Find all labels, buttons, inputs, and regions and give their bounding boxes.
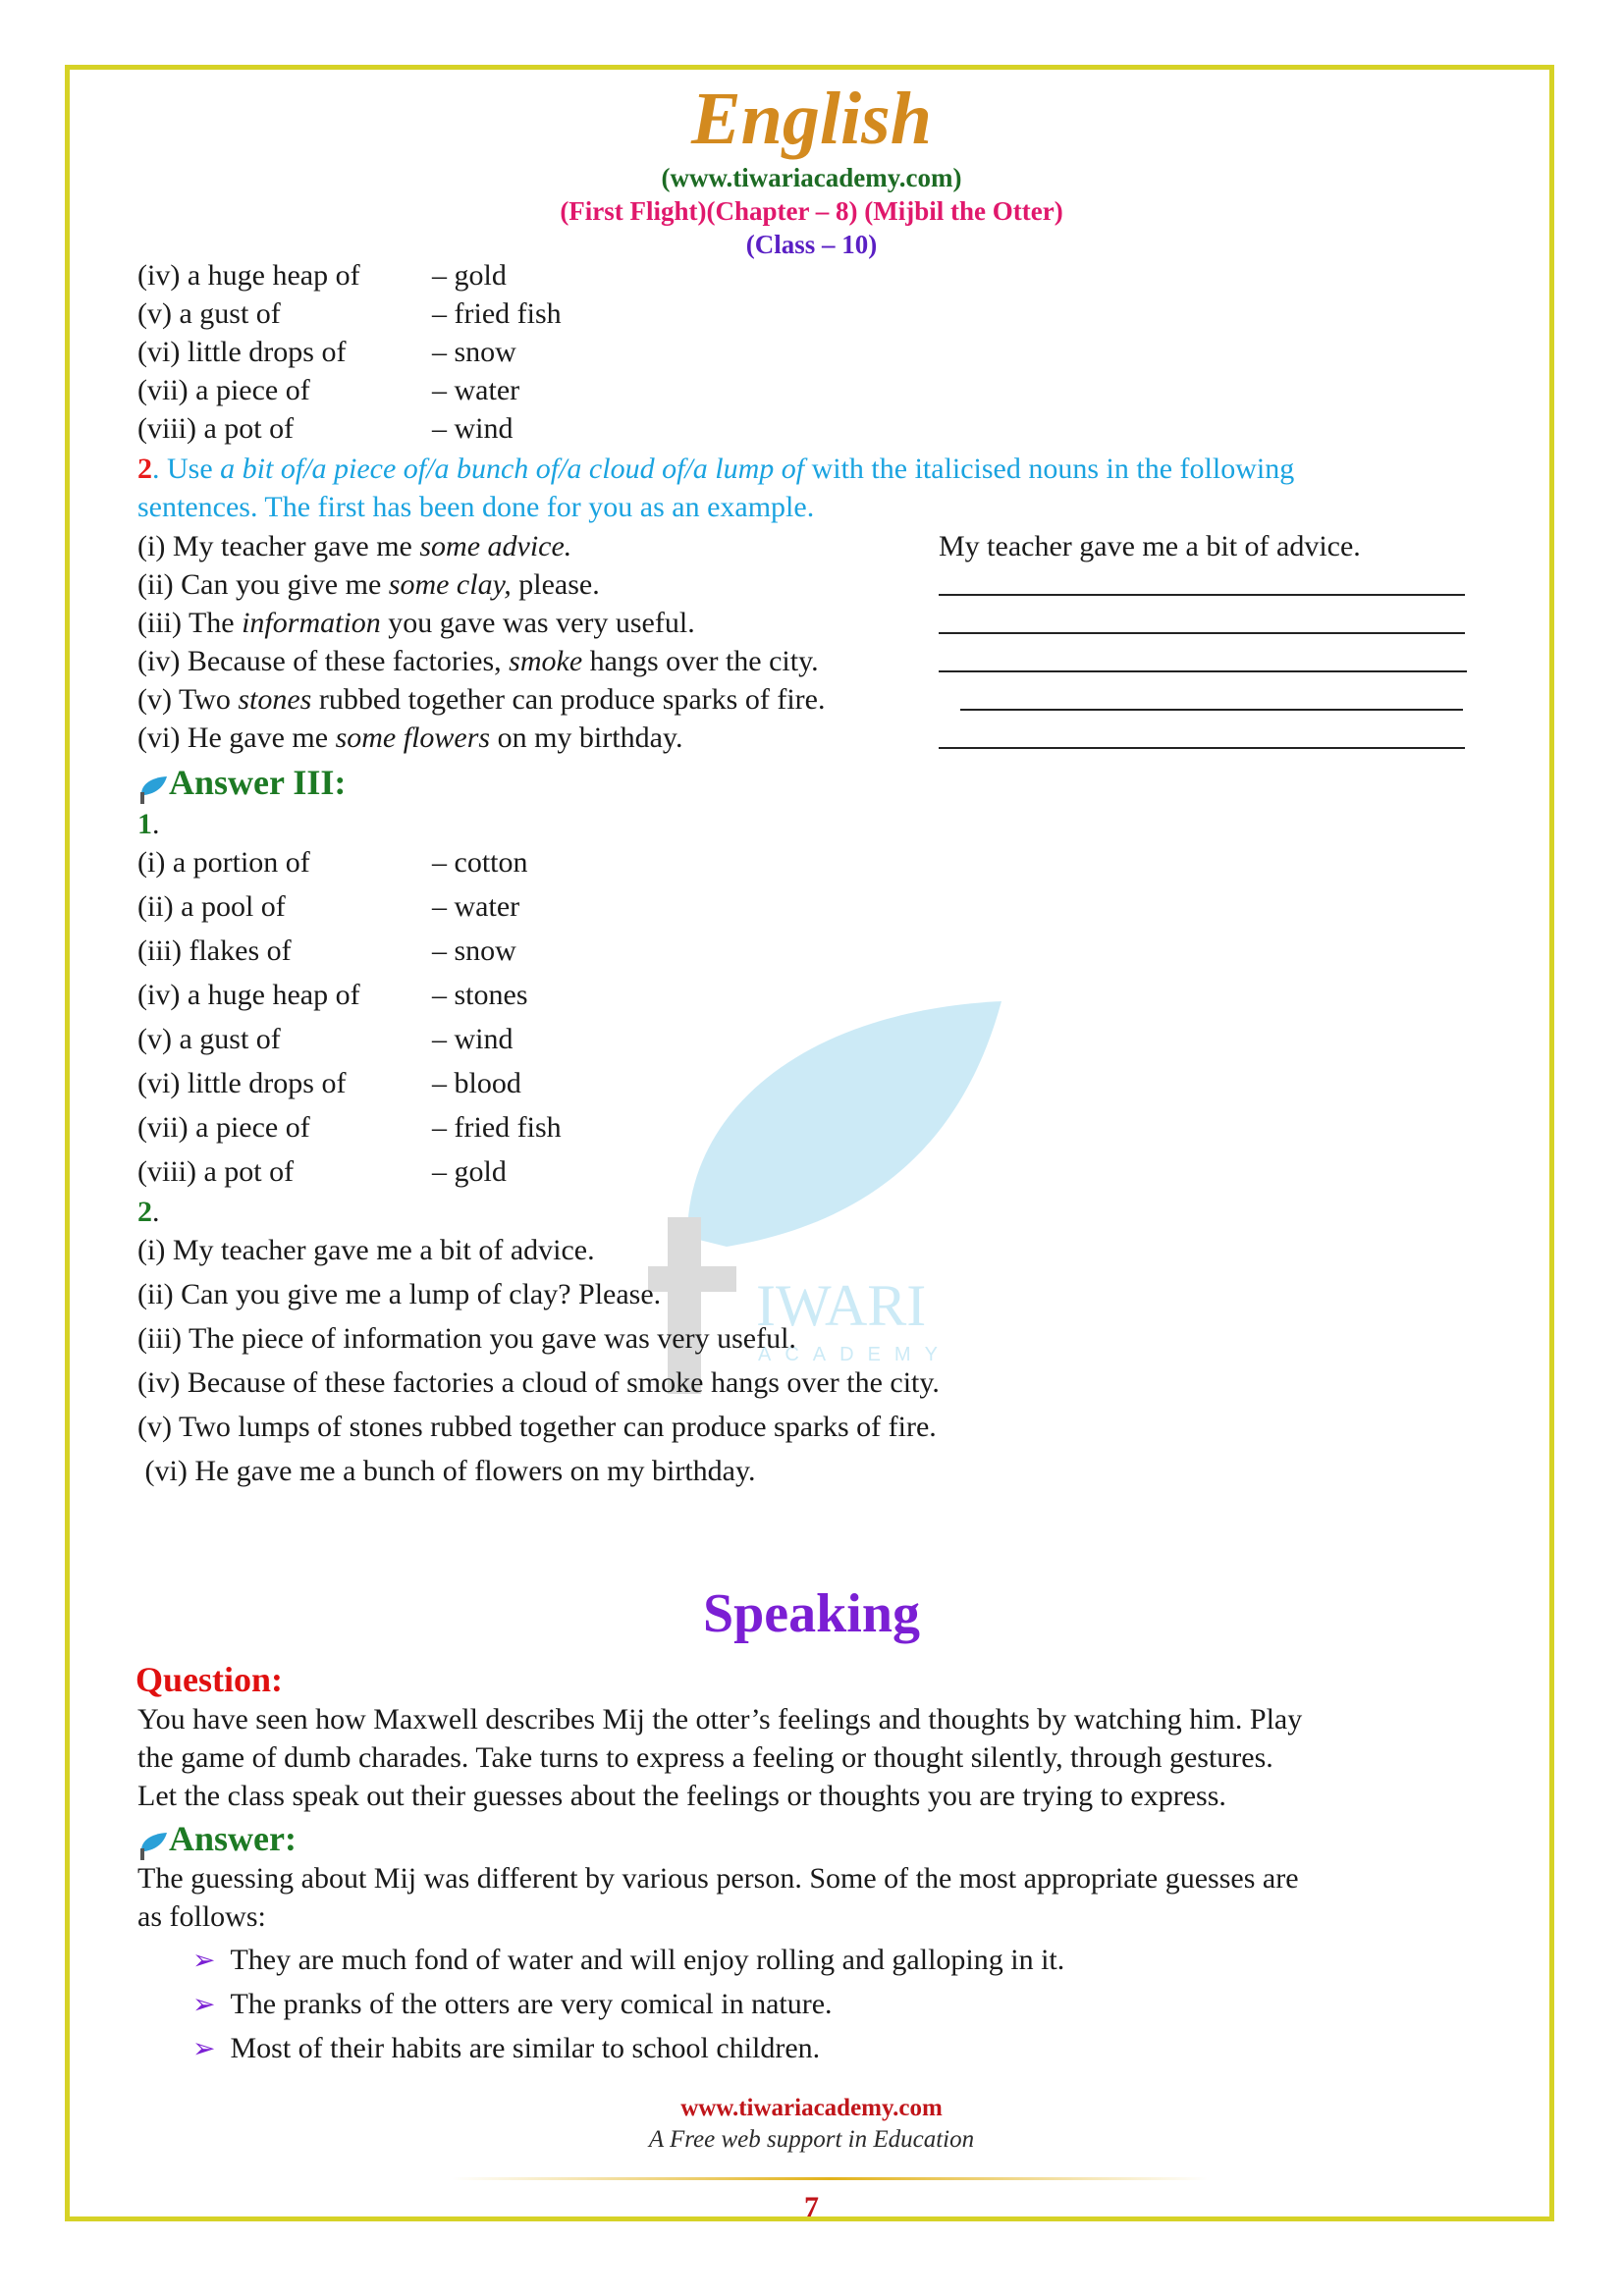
q2-item: (ii) Can you give me some clay, please. xyxy=(137,568,600,601)
footer-tagline: A Free web support in Education xyxy=(648,2126,975,2153)
pair-left: (iii) flakes of xyxy=(137,934,292,967)
pair-left: (vii) a piece of xyxy=(137,374,310,406)
pair-right: – snow xyxy=(432,336,516,368)
pair-right: – blood xyxy=(432,1067,521,1099)
pair-left: (v) a gust of xyxy=(137,297,281,330)
arrow-bullet-icon: ➢ xyxy=(192,1990,216,2020)
speaking-question-line: the game of dumb charades. Take turns to express a feeling or thought silently, through gestures. xyxy=(137,1741,1273,1774)
header-class: (Class – 10) xyxy=(745,230,878,259)
footer-divider xyxy=(452,2177,1208,2180)
pair-right: – stones xyxy=(432,979,528,1011)
pair-left: (viii) a pot of xyxy=(137,1155,295,1188)
speaking-question-line: You have seen how Maxwell describes Mij the otter’s feelings and thoughts by watching him. Play xyxy=(137,1703,1303,1735)
arrow-bullet-icon: ➢ xyxy=(192,1946,216,1976)
answer-3-part-1: 1. xyxy=(137,808,160,840)
q2-answer-blank[interactable] xyxy=(939,568,1465,601)
q2-item: (iv) Because of these factories, smoke hangs over the city. xyxy=(137,645,819,677)
answer-3-part-2: 2. xyxy=(137,1196,160,1228)
pair-right: – water xyxy=(432,890,520,923)
page-title: English xyxy=(690,78,933,160)
speaking-question-label: Question: xyxy=(135,1660,284,1699)
answer-sentence: (ii) Can you give me a lump of clay? Please. xyxy=(137,1278,662,1310)
pair-left: (vi) little drops of xyxy=(137,1067,347,1099)
q2-answer-blank[interactable] xyxy=(960,683,1463,716)
pair-left: (vi) little drops of xyxy=(137,336,347,368)
question-text: with the italicised nouns in the following xyxy=(804,453,1295,485)
q2-item: (iii) The information you gave was very useful. xyxy=(137,607,695,639)
q2-item: (v) Two stones rubbed together can produce sparks of fire. xyxy=(137,683,826,716)
pair-right: – cotton xyxy=(432,846,528,879)
list-item: ➢ The pranks of the otters are very comical in nature. xyxy=(192,1988,833,2020)
pair-left: (i) a portion of xyxy=(137,846,310,879)
pair-left: (iv) a huge heap of xyxy=(137,259,360,292)
list-item: ➢ They are much fond of water and will enjoy rolling and galloping in it. xyxy=(192,1944,1065,1976)
pair-right: – wind xyxy=(432,412,514,445)
page-number: 7 xyxy=(804,2191,819,2223)
pair-right: – water xyxy=(432,374,520,406)
answer-sentence: (i) My teacher gave me a bit of advice. xyxy=(137,1234,595,1266)
question-2-line1 xyxy=(137,453,1294,486)
watermark-brand: IWARI xyxy=(756,1273,927,1338)
pair-left: (vii) a piece of xyxy=(137,1111,310,1144)
section-title-speaking: Speaking xyxy=(703,1583,920,1644)
arrow-bullet-icon: ➢ xyxy=(192,2034,216,2064)
question-2-line2: sentences. The first has been done for you as an example. xyxy=(137,491,815,523)
q2-item: (i) My teacher gave me some advice. xyxy=(137,530,572,562)
answer-sentence: (iii) The piece of information you gave was very useful. xyxy=(137,1322,796,1355)
question-number: 2 xyxy=(137,453,152,485)
question-text: . Use xyxy=(152,453,221,485)
speaking-answer-heading: Answer: xyxy=(137,1818,297,1862)
leaf-logo-icon xyxy=(137,774,169,806)
pair-left: (iv) a huge heap of xyxy=(137,979,360,1011)
pair-right: – wind xyxy=(432,1023,514,1055)
answer-sentence: (iv) Because of these factories a cloud of smoke hangs over the city. xyxy=(137,1366,940,1399)
pair-right: – snow xyxy=(432,934,516,967)
pair-right: – gold xyxy=(432,1155,507,1188)
answer-sentence: (v) Two lumps of stones rubbed together can produce sparks of fire. xyxy=(137,1411,937,1443)
q2-answer-blank[interactable] xyxy=(939,721,1465,754)
q2-example-answer: My teacher gave me a bit of advice. xyxy=(939,530,1361,562)
pair-right: – gold xyxy=(432,259,507,292)
pair-left: (viii) a pot of xyxy=(137,412,295,445)
list-item: ➢ Most of their habits are similar to school children. xyxy=(192,2032,821,2064)
footer-site-link[interactable]: www.tiwariacademy.com xyxy=(680,2095,943,2121)
answer-3-heading: Answer III: xyxy=(137,762,346,806)
q2-item: (vi) He gave me some flowers on my birthday. xyxy=(137,721,683,754)
pair-left: (ii) a pool of xyxy=(137,890,286,923)
answer-sentence: (vi) He gave me a bunch of flowers on my birthday. xyxy=(137,1455,756,1487)
speaking-answer-line: The guessing about Mij was different by various person. Some of the most appropriate guesses are xyxy=(137,1862,1299,1895)
header-site-link[interactable]: (www.tiwariacademy.com) xyxy=(661,163,962,192)
leaf-logo-icon xyxy=(137,1831,169,1862)
pair-left: (v) a gust of xyxy=(137,1023,281,1055)
watermark-sub: ACADEMY xyxy=(758,1344,951,1365)
header-chapter: (First Flight)(Chapter – 8) (Mijbil the Otter) xyxy=(560,196,1063,226)
question-phrases: a bit of/a piece of/a bunch of/a cloud of/a lump of xyxy=(220,453,805,485)
q2-answer-blank[interactable] xyxy=(939,607,1465,639)
q2-answer-blank[interactable] xyxy=(939,645,1467,677)
speaking-question-line: Let the class speak out their guesses about the feelings or thoughts you are trying to express. xyxy=(137,1780,1226,1812)
speaking-answer-line: as follows: xyxy=(137,1900,266,1933)
pair-right: – fried fish xyxy=(432,1111,562,1144)
pair-right: – fried fish xyxy=(432,297,562,330)
